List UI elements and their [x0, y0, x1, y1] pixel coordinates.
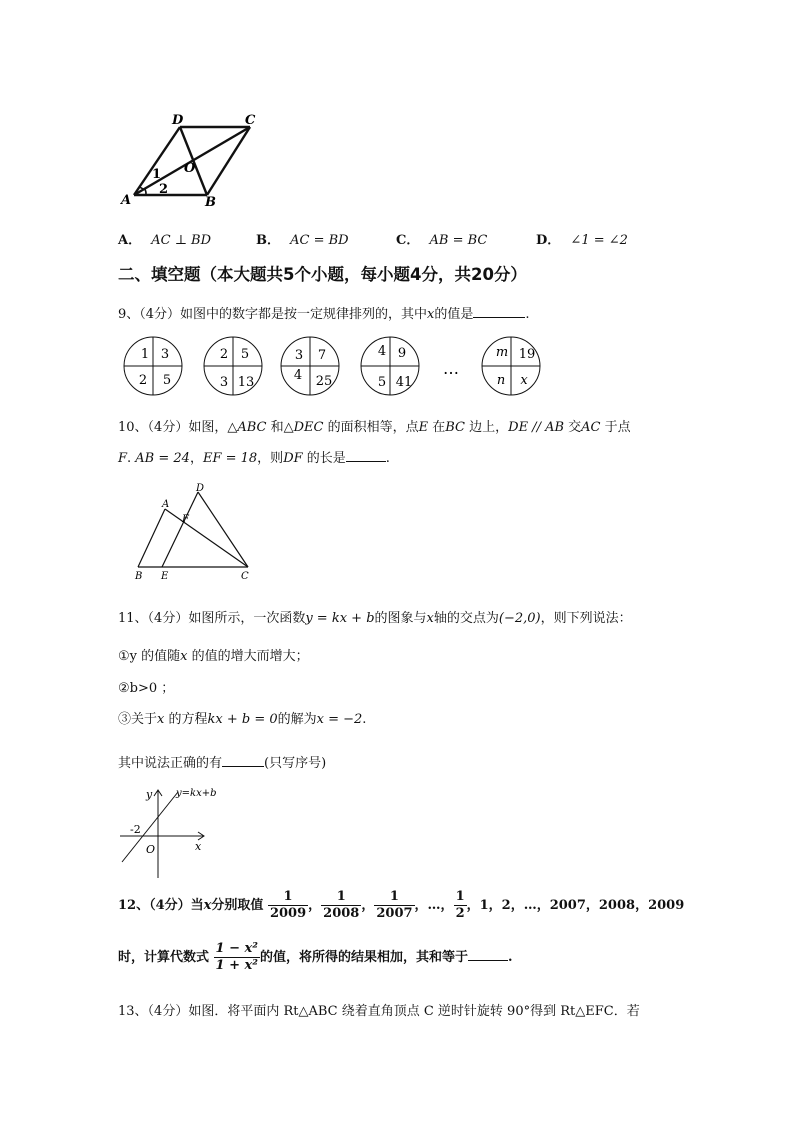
label-D: D	[196, 483, 205, 494]
circle5-tr: 19	[518, 347, 536, 362]
label-A: A	[162, 499, 170, 510]
circle4-bl: 5	[377, 375, 387, 390]
fraction-1-2008: $\frac{1}{2008}$	[323, 889, 360, 921]
option-d: D． ∠1 = ∠2	[536, 233, 628, 248]
label-x: x	[195, 840, 202, 853]
circle1-tr: 3	[160, 347, 170, 362]
circle3-br: 25	[315, 374, 333, 389]
circle5-tl: m	[495, 345, 509, 360]
circle2-tr: 5	[240, 347, 250, 362]
question-11-ask: 其中说法正确的有 (只写序号)	[118, 756, 327, 771]
label-O: O	[184, 161, 196, 176]
circle3-tr: 7	[317, 348, 327, 363]
label-A: A	[121, 193, 132, 208]
statement-3: ③关于x 的方程kx + b = 0的解为x = −2.	[118, 712, 367, 727]
circle2-br: 13	[237, 375, 255, 390]
fraction-1-2009: $\frac{1}{2009}$	[269, 889, 307, 921]
option-b: B． AC = BD	[256, 233, 349, 248]
ellipsis: …	[443, 359, 459, 378]
circle4-tr: 9	[397, 346, 407, 361]
statement-1: ①y 的值随x 的值的增大而增大；	[118, 649, 309, 664]
question-9-text: 9、（4分）如图中的数字都是按一定规律排列的，其中x的值是 .	[118, 307, 530, 322]
triangle-figure	[130, 480, 260, 586]
circle3-bl: 4	[293, 368, 303, 383]
circle5-br: x	[520, 373, 528, 388]
label-E: E	[161, 571, 169, 582]
question-11-text: 11、（4分）如图所示，一次函数y = kx + b的图象与x轴的交点为(−2,0)，则下列说法：	[118, 611, 632, 626]
circle1-br: 5	[162, 373, 172, 388]
circle2-tl: 2	[219, 347, 229, 362]
label-origin: O	[146, 843, 156, 856]
circle2-bl: 3	[219, 375, 229, 390]
circle5-bl: n	[496, 373, 506, 388]
label-angle-2: 2	[159, 182, 169, 197]
statement-2: ②b>0 ；	[118, 681, 175, 696]
label-F: F	[182, 514, 189, 525]
label-C: C	[241, 571, 249, 582]
label-C: C	[245, 113, 256, 128]
circle3-tl: 3	[294, 348, 304, 363]
circle4-tl: 4	[377, 344, 387, 359]
question-10-line1: 10、（4分）如图，△ABC 和△DEC 的面积相等，点E 在BC 边上，DE // AB 交AC 于点	[118, 420, 631, 435]
option-c: C． AB = BC	[396, 233, 488, 248]
label-B: B	[135, 571, 143, 582]
question-10-line2: F. AB = 24，EF = 18，则DF 的长是 .	[118, 451, 390, 466]
circle1-tl: 1	[140, 347, 150, 362]
question-13-text: 13、（4分）如图．将平面内 Rt△ABC 绕着直角顶点 C 逆时针旋转 90°得到 Rt△EFC．若	[118, 1004, 640, 1019]
parallelogram-figure	[118, 112, 268, 212]
linear-function-graph	[118, 782, 218, 882]
label-B: B	[205, 195, 216, 210]
option-a: A． AC ⊥ BD	[118, 233, 212, 248]
label-function: y=kx+b	[176, 788, 217, 799]
label-angle-1: 1	[152, 167, 162, 182]
fraction-1-2: $\frac{1}{2}$	[455, 889, 465, 921]
circle1-bl: 2	[138, 373, 148, 388]
expression-fraction: $\frac{\text{1 − x²}}{\text{1 + x²}}$	[215, 941, 258, 973]
fraction-1-2007: $\frac{1}{2007}$	[376, 889, 413, 921]
label-y: y	[146, 788, 153, 801]
question-12-line1: 12、（4分）当x分别取值 $\frac{1}{2009}$ ， $\frac{1}{2008}$ ， $\frac{1}{2007}$ ，…， $\frac{1}{2}$ ，1，2，…，2007，2008，2009	[118, 889, 685, 921]
label-D: D	[172, 113, 184, 128]
section-heading: 二、填空题（本大题共5个小题，每小题4分，共20分）	[118, 265, 527, 284]
label-neg2: -2	[130, 823, 141, 836]
circle4-br: 41	[395, 375, 413, 390]
question-12-line2: 时，计算代数式 $\frac{\text{1 − x²}}{\text{1 + x²}}$ 的值，将所得的结果相加，其和等于 .	[118, 941, 513, 973]
number-circles	[118, 334, 558, 398]
